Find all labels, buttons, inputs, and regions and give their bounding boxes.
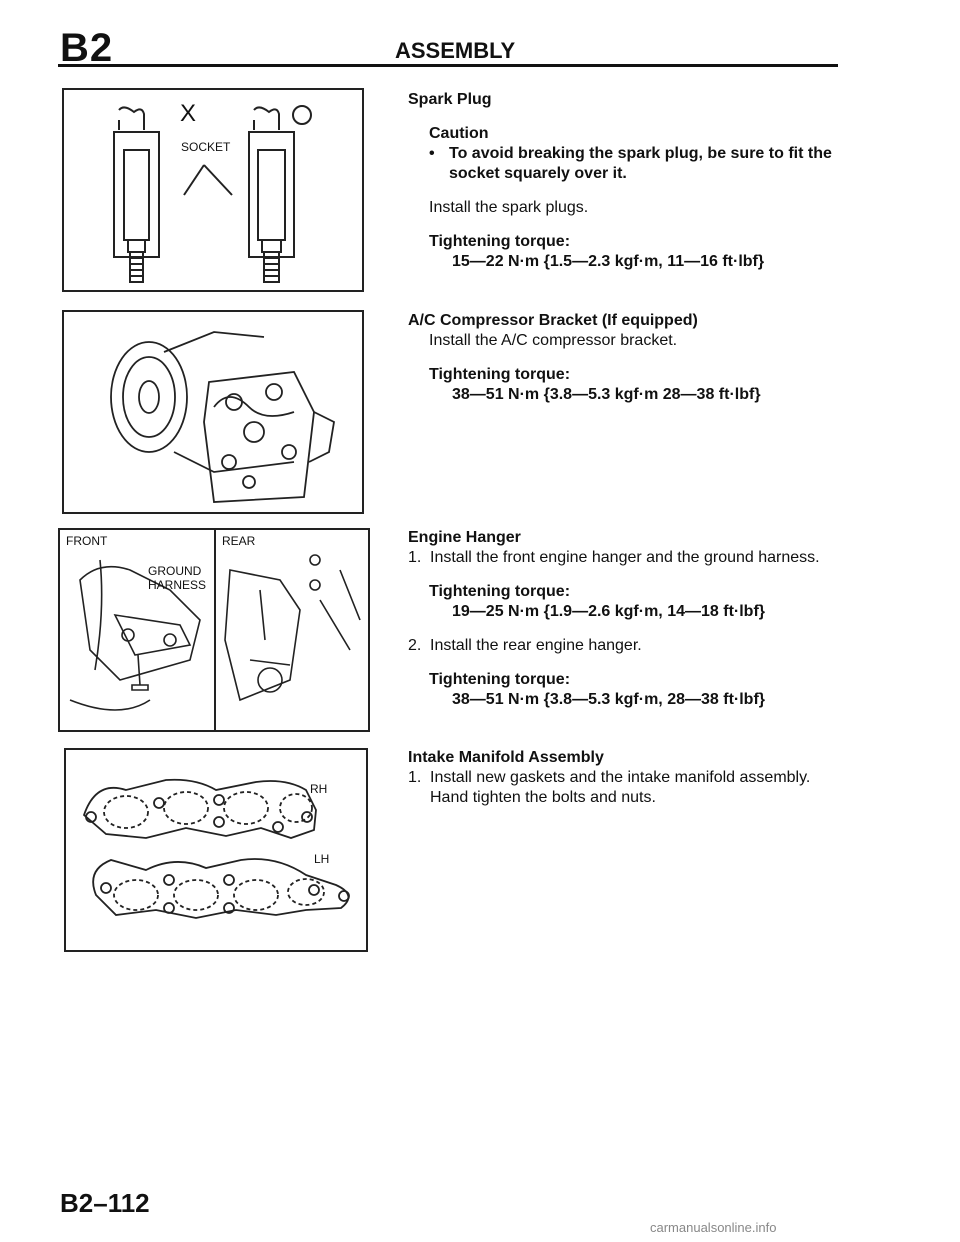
lh-label: LH: [314, 852, 330, 866]
caution-text: To avoid breaking the spark plug, be sure to fit the socket squarely over it.: [449, 145, 832, 182]
step-2: [408, 636, 848, 656]
section-title: Spark Plug: [408, 91, 492, 108]
header-rule: [58, 64, 838, 67]
figure-ac-bracket: [62, 310, 364, 514]
section-ac-bracket: [408, 311, 848, 405]
torque-value: 38—51 N·m {3.8—5.3 kgf·m, 28—38 ft·lbf}: [452, 691, 765, 708]
caution-bullet: [408, 144, 848, 184]
socket-label: SOCKET: [181, 140, 231, 154]
spark-plug-illustration: [64, 90, 362, 290]
step-number: 2.: [408, 637, 422, 654]
torque-value: 38—51 N·m {3.8—5.3 kgf·m 28—38 ft·lbf}: [452, 386, 761, 403]
step-number: 1.: [408, 769, 422, 786]
intake-manifold-illustration: [66, 750, 366, 950]
watermark: carmanualsonline.info: [650, 1220, 777, 1235]
page-title: ASSEMBLY: [395, 38, 516, 63]
section-title: Intake Manifold Assembly: [408, 749, 604, 766]
instruction: Install the spark plugs.: [429, 199, 589, 216]
torque-label: Tightening torque:: [429, 366, 571, 383]
rh-label: RH: [310, 782, 328, 796]
torque-label: Tightening torque:: [429, 233, 571, 250]
torque-label: Tightening torque:: [429, 583, 571, 600]
step-number: 1.: [408, 549, 422, 566]
step-1: [408, 768, 848, 808]
ground-harness-label: GROUND HARNESS: [148, 564, 207, 592]
figure-engine-hanger: [58, 528, 370, 732]
front-label: FRONT: [66, 534, 108, 548]
figure-intake-manifold: [64, 748, 368, 952]
page-number: B2–112: [60, 1188, 150, 1218]
section-intake-manifold: [408, 748, 848, 808]
step-text: Install new gaskets and the intake manifold assembly. Hand tighten the bolts and nuts.: [430, 769, 811, 806]
instruction: Install the A/C compressor bracket.: [429, 332, 678, 349]
section-spark-plug: [408, 90, 848, 272]
step-text: Install the rear engine hanger.: [430, 637, 642, 654]
torque-label: Tightening torque:: [429, 671, 571, 688]
section-title: A/C Compressor Bracket (If equipped): [408, 312, 698, 329]
caution-title: Caution: [429, 125, 489, 142]
step-1: [408, 548, 848, 568]
mark-correct: [296, 104, 307, 120]
engine-hanger-illustration: [60, 530, 368, 730]
torque-value: 15—22 N·m {1.5—2.3 kgf·m, 11—16 ft·lbf}: [452, 253, 765, 270]
mark-incorrect: X: [180, 100, 197, 127]
section-title: Engine Hanger: [408, 529, 521, 546]
section-code: B2: [60, 26, 114, 70]
ac-bracket-illustration: [64, 312, 362, 512]
bullet-icon: •: [429, 145, 435, 162]
torque-value: 19—25 N·m {1.9—2.6 kgf·m, 14—18 ft·lbf}: [452, 603, 765, 620]
step-text: Install the front engine hanger and the ground harness.: [430, 549, 820, 566]
rear-label: REAR: [222, 534, 256, 548]
section-engine-hanger: [408, 528, 848, 710]
figure-spark-plug-socket: [62, 88, 364, 292]
